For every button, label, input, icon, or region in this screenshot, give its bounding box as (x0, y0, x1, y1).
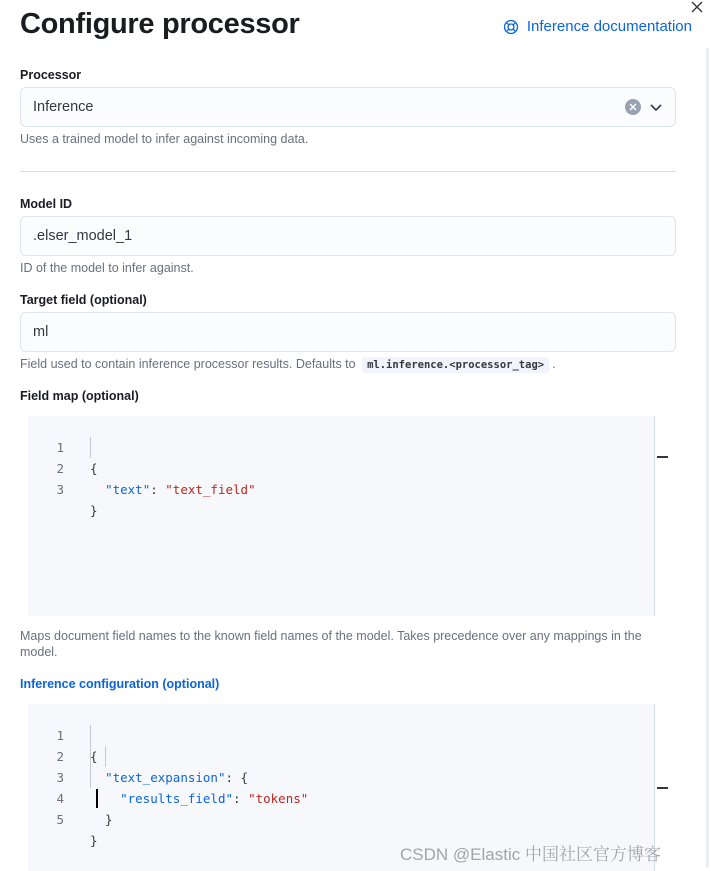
code-punct: } (90, 503, 98, 518)
processor-help: Uses a trained model to infer against incoming data. (20, 132, 309, 146)
json-key: "text_expansion" (105, 770, 226, 785)
close-button[interactable] (690, 0, 704, 14)
code-punct: { (90, 749, 98, 764)
model-id-value: .elser_model_1 (33, 228, 133, 244)
code-indent (90, 770, 105, 785)
code-text (90, 746, 98, 767)
json-string: "tokens" (248, 791, 309, 806)
indent-guide (90, 437, 91, 458)
code-text (90, 788, 308, 809)
field-map-help: Maps document field names to the known field names of the model. Takes precedence over any mappings in the model. (20, 629, 642, 659)
code-line (28, 458, 98, 518)
line-number: 2 (56, 461, 64, 476)
code-text (90, 830, 98, 851)
watermark-text: CSDN @Elastic 中国社区官方博客 (400, 845, 661, 864)
code-text (90, 500, 98, 521)
code-text (90, 767, 248, 788)
doc-link-label: Inference documentation (526, 18, 692, 35)
line-number: 4 (56, 791, 64, 806)
field-map-label: Field map (optional) (20, 389, 139, 403)
line-number: 5 (56, 812, 64, 827)
code-punct: } (90, 833, 98, 848)
lifebuoy-icon (503, 19, 519, 35)
code-indent (90, 791, 120, 806)
model-id-label: Model ID (20, 197, 73, 211)
scroll-marker (657, 787, 668, 789)
default-target-code: ml.inference.<processor_tag> (362, 357, 549, 373)
code-line (28, 437, 256, 497)
page-title: Configure processor (20, 8, 300, 40)
json-string: "text_field" (165, 482, 256, 497)
model-id-field[interactable] (20, 216, 676, 256)
field-map-editor[interactable] (28, 416, 654, 616)
target-field-help (20, 356, 556, 373)
line-number: 3 (56, 770, 64, 785)
scroll-marker (657, 456, 668, 458)
code-line (28, 767, 113, 827)
line-number: 1 (56, 440, 64, 455)
code-line (28, 725, 249, 785)
target-field-label: Target field (optional) (20, 293, 147, 307)
code-punct: } (90, 812, 113, 827)
code-line (28, 416, 98, 476)
code-text (90, 809, 113, 830)
line-number: 3 (56, 482, 64, 497)
code-punct: { (90, 461, 98, 476)
target-field-help-suffix: . (552, 357, 556, 371)
code-punct: : { (225, 770, 249, 785)
target-field-value: ml (33, 324, 49, 340)
code-punct: : (233, 791, 249, 806)
code-indent (90, 482, 105, 497)
target-field-help-text: Field used to contain inference processor results. Defaults to (20, 357, 356, 371)
code-text (90, 458, 98, 479)
close-icon (690, 0, 704, 14)
code-punct: : (150, 482, 166, 497)
section-divider (20, 171, 676, 172)
clear-icon[interactable] (625, 99, 641, 115)
indent-guide (105, 746, 106, 767)
processor-select[interactable] (20, 87, 676, 127)
chevron-down-icon[interactable] (649, 100, 663, 114)
code-text (90, 479, 256, 500)
inference-documentation-link[interactable] (503, 18, 692, 35)
json-key: "text" (105, 482, 151, 497)
processor-value: Inference (33, 99, 94, 115)
json-key: "results_field" (120, 791, 233, 806)
line-number: 2 (56, 749, 64, 764)
code-line (28, 788, 98, 848)
processor-label: Processor (20, 68, 82, 82)
code-line (28, 704, 98, 764)
target-field-input[interactable] (20, 312, 676, 352)
model-id-help: ID of the model to infer against. (20, 261, 194, 275)
page-scrollbar[interactable] (706, 48, 709, 868)
field-map-scrollbar[interactable] (654, 416, 668, 616)
text-caret (96, 789, 98, 808)
line-number: 1 (56, 728, 64, 743)
inference-config-label[interactable]: Inference configuration (optional) (20, 677, 220, 691)
